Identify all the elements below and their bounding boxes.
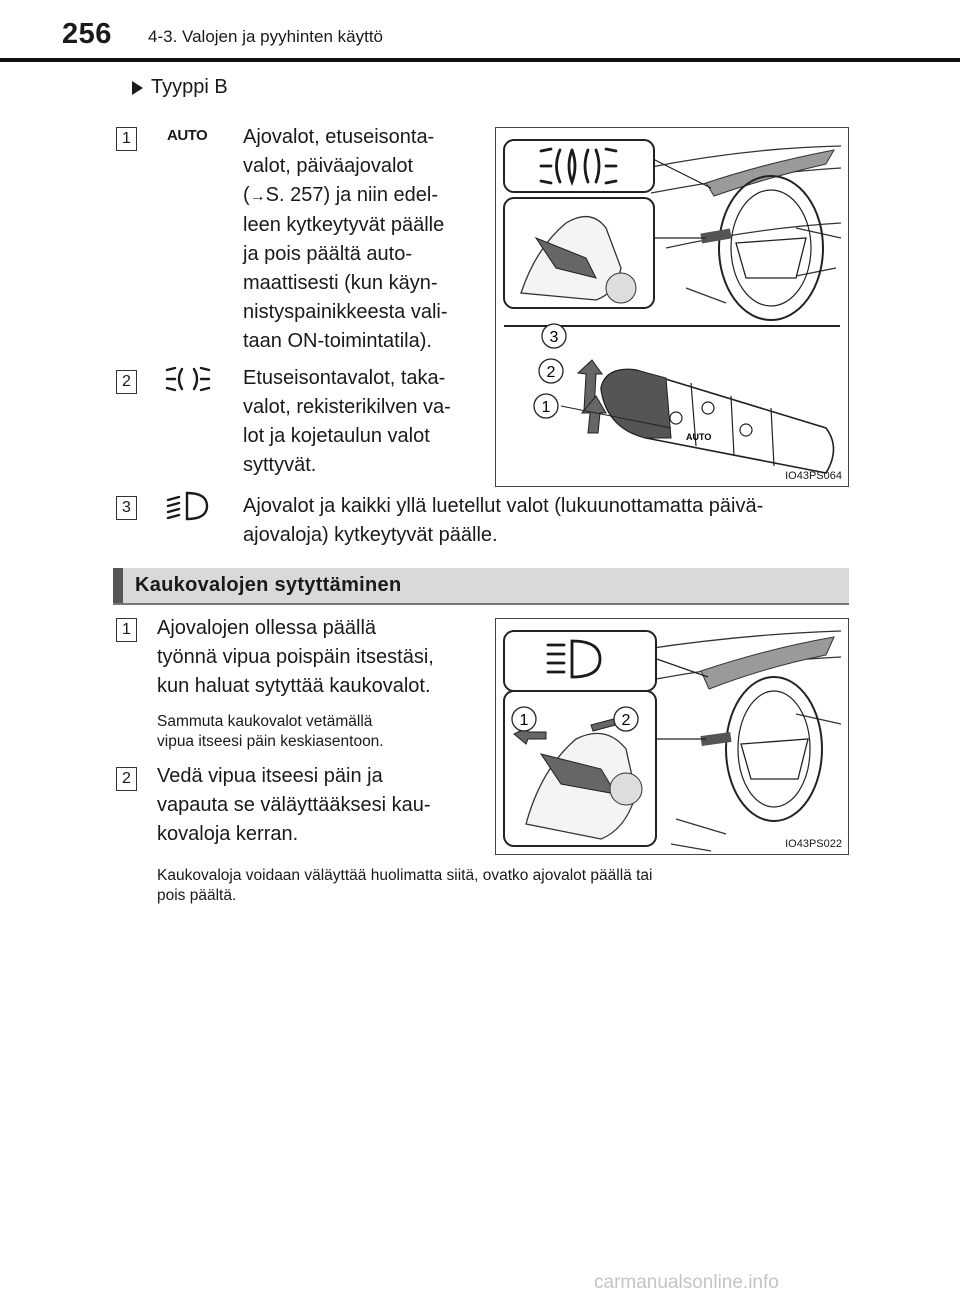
high-beam-lever-illustration — [496, 619, 848, 854]
low-beam-icon — [165, 490, 209, 522]
item-number-3: 3 — [116, 496, 137, 520]
type-heading — [132, 76, 228, 99]
parking-light-icon — [165, 365, 213, 393]
figure-code: IO43PS064 — [785, 470, 842, 482]
highbeam-item-1-text: Ajovalojen ollessa päällä työnnä vipua poispäin itsestäsi, kun haluat sytyttää kaukovalot. — [157, 617, 434, 697]
reference-arrow-icon: → — [249, 188, 266, 205]
highbeam-item-number-2: 2 — [116, 767, 137, 791]
triangle-bullet-icon — [132, 81, 143, 95]
auto-text-icon: AUTO — [167, 127, 208, 144]
callout-3: 3 — [549, 329, 559, 346]
highbeam-note: Sammuta kaukovalot vetämällä vipua itseesi päin keskiasentoon. — [157, 713, 384, 750]
item-3-text: Ajovalot ja kaikki yllä luetellut valot (lukuunottamatta päivä- ajovaloja) kytkeytyvät päälle. — [243, 495, 764, 546]
header-divider — [0, 58, 960, 62]
footer-note: Kaukovaloja voidaan väläyttää huolimatta siitä, ovatko ajovalot päällä tai pois päältä. — [157, 867, 653, 904]
figure-code: IO43PS022 — [785, 838, 842, 850]
callout-2: 2 — [546, 364, 556, 381]
item-number-2: 2 — [116, 370, 137, 394]
high-beam-figure — [495, 618, 849, 855]
headlight-switch-illustration — [496, 128, 848, 486]
page-reference: (→S. 257) ja niin edel- — [243, 184, 438, 206]
headlight-switch-figure — [495, 127, 849, 487]
highbeam-item-number-1: 1 — [116, 618, 137, 642]
type-label: Tyyppi B — [151, 76, 228, 98]
item-2-text: Etuseisontavalot, taka- valot, rekisterikilven va- lot ja kojetaulun valot syttyvät. — [243, 367, 451, 476]
knob-auto-label: AUTO — [686, 432, 712, 442]
section-title: Kaukovalojen sytyttäminen — [135, 574, 402, 596]
watermark: carmanualsonline.info — [594, 1272, 779, 1293]
page-number: 256 — [62, 18, 112, 50]
section-heading — [113, 568, 849, 605]
chapter-title: 4-3. Valojen ja pyyhinten käyttö — [148, 27, 383, 46]
item-1-text: Ajovalot, etuseisonta- valot, päiväajovalot (→S. 257) ja niin edel- leen kytkeytyvät päälle ja pois päältä auto- maattisesti (kun käyn- nistyspainikkeesta vali- taan ON-toimintatila). — [243, 123, 475, 356]
callout-1: 1 — [519, 712, 529, 729]
item-number-1: 1 — [116, 127, 137, 151]
highbeam-item-2-text: Vedä vipua itseesi päin ja vapauta se väläyttääksesi kau- kovaloja kerran. — [157, 765, 431, 845]
section-bar — [113, 568, 123, 603]
callout-2: 2 — [621, 712, 631, 729]
callout-1: 1 — [541, 399, 551, 416]
